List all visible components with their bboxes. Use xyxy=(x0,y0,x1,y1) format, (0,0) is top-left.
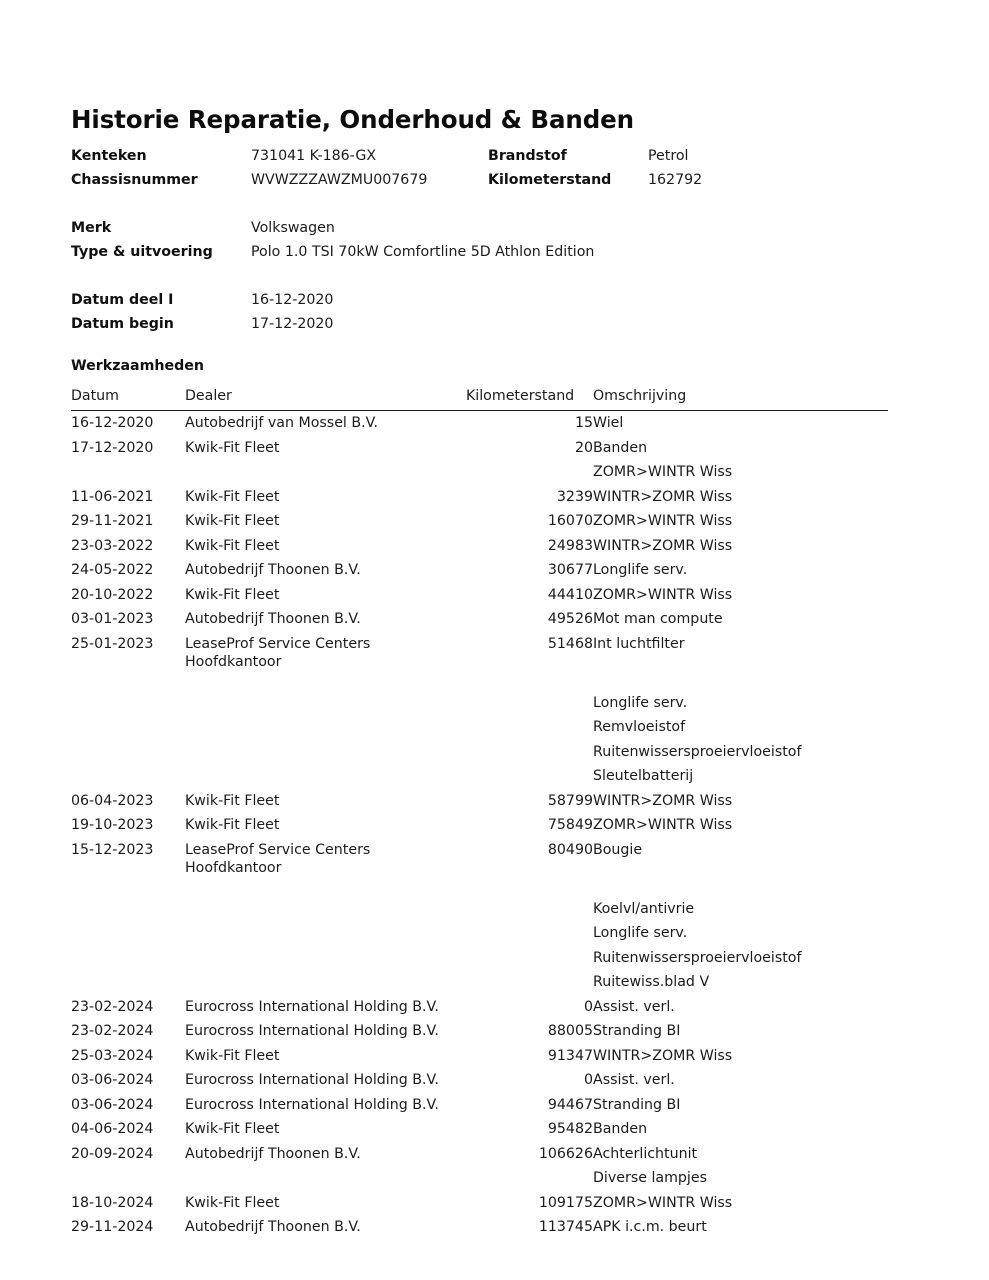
type-uitvoering-row xyxy=(71,244,918,268)
cell-kilometerstand: 0 xyxy=(583,1072,593,1088)
cell-kilometerstand-empty xyxy=(466,740,593,765)
cell-dealer: Kwik-Fit Fleet xyxy=(185,537,280,554)
cell-datum-empty xyxy=(71,1166,185,1191)
cell-kilometerstand-empty xyxy=(466,921,593,946)
table-row xyxy=(71,1019,888,1044)
table-row xyxy=(71,1191,888,1216)
cell-kilometerstand: 24983 xyxy=(547,537,593,554)
kilometerstand-row xyxy=(488,172,918,196)
cell-datum: 06-04-2023 xyxy=(71,792,154,809)
cell-kilometerstand-empty xyxy=(466,970,593,995)
cell-datum: 29-11-2024 xyxy=(71,1219,154,1235)
vehicle-id-left-column xyxy=(71,148,488,196)
cell-dealer: Autobedrijf Thoonen B.V. xyxy=(185,562,361,578)
cell-datum-empty xyxy=(71,970,185,995)
cell-dealer: LeaseProf Service Centers Hoofdkantoor xyxy=(185,841,371,876)
table-row xyxy=(71,1117,888,1142)
column-header-dealer: Dealer xyxy=(185,388,232,404)
merk-value: Volkswagen xyxy=(251,220,335,236)
cell-dealer: Autobedrijf van Mossel B.V. xyxy=(185,415,379,431)
table-row xyxy=(71,485,888,510)
cell-datum-empty xyxy=(71,897,185,922)
vehicle-model-block xyxy=(71,220,918,268)
cell-kilometerstand-empty xyxy=(466,1166,593,1191)
cell-omschrijving-extra: Ruitenwissersproeiervloeistof xyxy=(593,743,802,760)
table-row xyxy=(71,1142,888,1167)
table-row xyxy=(71,813,888,838)
cell-omschrijving: Longlife serv. xyxy=(593,562,688,578)
cell-kilometerstand: 49526 xyxy=(547,611,593,627)
table-row-extra-description xyxy=(71,970,888,995)
cell-dealer: LeaseProf Service Centers Hoofdkantoor xyxy=(185,635,371,670)
table-row xyxy=(71,411,888,436)
cell-datum: 20-10-2022 xyxy=(71,586,154,603)
table-row-extra-description xyxy=(71,764,888,789)
cell-omschrijving-extra: Sleutelbatterij xyxy=(593,768,694,784)
column-header-datum: Datum xyxy=(71,388,119,404)
cell-dealer-empty xyxy=(185,897,466,922)
kilometerstand-label: Kilometerstand xyxy=(488,172,612,188)
cell-omschrijving-extra: Longlife serv. xyxy=(593,694,688,711)
cell-dealer: Kwik-Fit Fleet xyxy=(185,792,280,809)
cell-dealer: Kwik-Fit Fleet xyxy=(185,488,280,505)
table-row-extra-description xyxy=(71,691,888,716)
kenteken-row xyxy=(71,148,488,172)
cell-omschrijving-extra: Longlife serv. xyxy=(593,925,688,941)
cell-datum: 11-06-2021 xyxy=(71,488,154,505)
cell-datum-empty xyxy=(71,740,185,765)
cell-dealer: Autobedrijf Thoonen B.V. xyxy=(185,611,361,627)
cell-datum: 04-06-2024 xyxy=(71,1121,154,1137)
cell-omschrijving: Banden xyxy=(593,439,648,456)
cell-dealer: Kwik-Fit Fleet xyxy=(185,1047,280,1064)
table-row xyxy=(71,607,888,632)
cell-kilometerstand: 16070 xyxy=(547,513,593,529)
cell-dealer: Eurocross International Holding B.V. xyxy=(185,1096,439,1113)
column-header-kilometerstand: Kilometerstand xyxy=(466,388,575,404)
datum-deel-i-value: 16-12-2020 xyxy=(251,292,334,308)
cell-omschrijving: Assist. verl. xyxy=(593,1072,675,1088)
vehicle-identification-block xyxy=(71,148,918,196)
cell-kilometerstand: 51468 xyxy=(547,635,593,652)
type-uitvoering-value: Polo 1.0 TSI 70kW Comfortline 5D Athlon Edition xyxy=(251,244,595,260)
cell-dealer-empty xyxy=(185,921,466,946)
cell-datum: 17-12-2020 xyxy=(71,439,154,456)
table-row xyxy=(71,1068,888,1093)
cell-dealer: Eurocross International Holding B.V. xyxy=(185,1023,439,1039)
cell-datum: 23-03-2022 xyxy=(71,537,154,554)
cell-dealer: Kwik-Fit Fleet xyxy=(185,439,280,456)
brandstof-label: Brandstof xyxy=(488,148,567,164)
cell-omschrijving: WINTR>ZOMR Wiss xyxy=(593,792,733,809)
cell-omschrijving: Stranding BI xyxy=(593,1096,681,1113)
cell-omschrijving: Wiel xyxy=(593,415,624,431)
cell-kilometerstand: 58799 xyxy=(547,792,593,809)
table-spacer-row xyxy=(71,881,888,897)
cell-datum: 18-10-2024 xyxy=(71,1194,154,1211)
cell-dealer: Eurocross International Holding B.V. xyxy=(185,1072,439,1088)
cell-datum: 24-05-2022 xyxy=(71,562,154,578)
cell-dealer-empty xyxy=(185,715,466,740)
cell-datum: 29-11-2021 xyxy=(71,513,154,529)
table-row-extra-description xyxy=(71,460,888,485)
table-row xyxy=(71,1093,888,1118)
chassisnummer-row xyxy=(71,172,488,196)
cell-kilometerstand-empty xyxy=(466,897,593,922)
datum-deel-i-label: Datum deel I xyxy=(71,292,174,308)
cell-datum-empty xyxy=(71,764,185,789)
cell-dealer: Autobedrijf Thoonen B.V. xyxy=(185,1219,361,1235)
werkzaamheden-heading: Werkzaamheden xyxy=(71,358,204,374)
cell-kilometerstand-empty xyxy=(466,691,593,716)
table-row xyxy=(71,509,888,534)
cell-omschrijving: WINTR>ZOMR Wiss xyxy=(593,537,733,554)
table-row-extra-description xyxy=(71,921,888,946)
cell-kilometerstand: 20 xyxy=(574,439,593,456)
brandstof-row xyxy=(488,148,918,172)
cell-datum-empty xyxy=(71,460,185,485)
cell-omschrijving: Stranding BI xyxy=(593,1023,681,1039)
kenteken-label: Kenteken xyxy=(71,148,147,164)
merk-row xyxy=(71,220,918,244)
cell-dealer: Kwik-Fit Fleet xyxy=(185,586,280,603)
cell-omschrijving: Assist. verl. xyxy=(593,998,675,1015)
chassisnummer-label: Chassisnummer xyxy=(71,172,198,188)
cell-omschrijving-extra: ZOMR>WINTR Wiss xyxy=(593,464,733,480)
cell-kilometerstand-empty xyxy=(466,764,593,789)
cell-datum: 23-02-2024 xyxy=(71,1023,154,1039)
kilometerstand-value: 162792 xyxy=(648,172,703,188)
cell-omschrijving: ZOMR>WINTR Wiss xyxy=(593,513,733,529)
cell-omschrijving: Banden xyxy=(593,1121,648,1137)
datum-begin-label: Datum begin xyxy=(71,316,174,332)
cell-omschrijving-extra: Remvloeistof xyxy=(593,719,686,735)
cell-kilometerstand: 109175 xyxy=(538,1194,593,1211)
table-spacer-row xyxy=(71,675,888,691)
cell-dealer-empty xyxy=(185,970,466,995)
table-row-extra-description xyxy=(71,715,888,740)
cell-dealer-empty xyxy=(185,946,466,971)
cell-omschrijving: ZOMR>WINTR Wiss xyxy=(593,817,733,833)
cell-kilometerstand: 30677 xyxy=(547,562,593,578)
cell-datum: 16-12-2020 xyxy=(71,415,154,431)
cell-kilometerstand: 0 xyxy=(583,998,593,1015)
table-row-extra-description xyxy=(71,1166,888,1191)
table-row xyxy=(71,534,888,559)
cell-kilometerstand: 88005 xyxy=(547,1023,593,1039)
cell-omschrijving: WINTR>ZOMR Wiss xyxy=(593,1047,733,1064)
page-title: Historie Reparatie, Onderhoud & Banden xyxy=(71,105,635,135)
cell-datum: 15-12-2023 xyxy=(71,841,154,858)
cell-datum: 19-10-2023 xyxy=(71,817,154,833)
table-row xyxy=(71,1215,888,1240)
cell-dealer: Eurocross International Holding B.V. xyxy=(185,998,439,1015)
cell-omschrijving: Bougie xyxy=(593,841,643,858)
table-row xyxy=(71,436,888,461)
cell-kilometerstand: 44410 xyxy=(547,586,593,603)
cell-datum: 20-09-2024 xyxy=(71,1145,154,1162)
chassisnummer-value: WVWZZZAWZMU007679 xyxy=(251,172,428,188)
cell-dealer: Autobedrijf Thoonen B.V. xyxy=(185,1145,361,1162)
table-body xyxy=(71,411,888,1240)
cell-omschrijving: ZOMR>WINTR Wiss xyxy=(593,1194,733,1211)
table-header xyxy=(71,387,888,411)
table-header-row xyxy=(71,387,888,411)
cell-datum-empty xyxy=(71,921,185,946)
cell-kilometerstand: 95482 xyxy=(547,1121,593,1137)
cell-dealer-empty xyxy=(185,740,466,765)
cell-datum: 25-01-2023 xyxy=(71,635,154,652)
cell-dealer: Kwik-Fit Fleet xyxy=(185,1194,280,1211)
werkzaamheden-table-wrapper xyxy=(71,387,888,1240)
cell-kilometerstand: 75849 xyxy=(547,817,593,833)
cell-kilometerstand: 113745 xyxy=(538,1219,593,1235)
cell-kilometerstand: 80490 xyxy=(547,841,593,858)
column-header-omschrijving: Omschrijving xyxy=(593,388,687,404)
datum-deel-i-row xyxy=(71,292,918,316)
cell-omschrijving: ZOMR>WINTR Wiss xyxy=(593,586,733,603)
cell-omschrijving: WINTR>ZOMR Wiss xyxy=(593,488,733,505)
table-row xyxy=(71,838,888,881)
werkzaamheden-table xyxy=(71,387,888,1240)
cell-dealer-empty xyxy=(185,460,466,485)
table-spacer-cell xyxy=(71,675,888,691)
cell-datum: 03-06-2024 xyxy=(71,1072,154,1088)
cell-kilometerstand-empty xyxy=(466,460,593,485)
cell-dealer: Kwik-Fit Fleet xyxy=(185,817,280,833)
brandstof-value: Petrol xyxy=(648,148,689,164)
merk-label: Merk xyxy=(71,220,112,236)
cell-omschrijving: Int luchtfilter xyxy=(593,635,685,652)
cell-kilometerstand: 94467 xyxy=(547,1096,593,1113)
cell-datum: 23-02-2024 xyxy=(71,998,154,1015)
cell-datum: 03-06-2024 xyxy=(71,1096,154,1113)
cell-kilometerstand-empty xyxy=(466,715,593,740)
cell-omschrijving: APK i.c.m. beurt xyxy=(593,1219,707,1235)
cell-kilometerstand: 91347 xyxy=(547,1047,593,1064)
cell-datum-empty xyxy=(71,715,185,740)
cell-kilometerstand: 106626 xyxy=(538,1145,593,1162)
datum-begin-row xyxy=(71,316,918,340)
table-row xyxy=(71,995,888,1020)
kenteken-value: 731041 K-186-GX xyxy=(251,148,377,164)
table-row xyxy=(71,1044,888,1069)
table-row-extra-description xyxy=(71,740,888,765)
table-row xyxy=(71,789,888,814)
cell-omschrijving-extra: Koelvl/antivrie xyxy=(593,900,695,917)
cell-omschrijving-extra: Diverse lampjes xyxy=(593,1170,707,1186)
table-spacer-cell xyxy=(71,881,888,897)
cell-dealer-empty xyxy=(185,691,466,716)
cell-datum: 25-03-2024 xyxy=(71,1047,154,1064)
cell-datum-empty xyxy=(71,691,185,716)
cell-dealer: Kwik-Fit Fleet xyxy=(185,1121,280,1137)
type-uitvoering-label: Type & uitvoering xyxy=(71,244,213,260)
cell-omschrijving-extra: Ruitewiss.blad V xyxy=(593,974,710,990)
cell-kilometerstand: 3239 xyxy=(556,488,593,505)
cell-omschrijving: Mot man compute xyxy=(593,611,723,627)
cell-dealer-empty xyxy=(185,764,466,789)
table-row xyxy=(71,558,888,583)
table-row-extra-description xyxy=(71,897,888,922)
vehicle-dates-block xyxy=(71,292,918,340)
cell-omschrijving: Achterlichtunit xyxy=(593,1145,698,1162)
cell-omschrijving-extra: Ruitenwissersproeiervloeistof xyxy=(593,949,802,966)
cell-dealer-empty xyxy=(185,1166,466,1191)
vehicle-id-right-column xyxy=(488,148,918,196)
table-row xyxy=(71,583,888,608)
table-row xyxy=(71,632,888,675)
cell-datum: 03-01-2023 xyxy=(71,611,154,627)
cell-dealer: Kwik-Fit Fleet xyxy=(185,513,280,529)
datum-begin-value: 17-12-2020 xyxy=(251,316,334,332)
table-row-extra-description xyxy=(71,946,888,971)
cell-datum-empty xyxy=(71,946,185,971)
cell-kilometerstand: 15 xyxy=(574,415,593,431)
cell-kilometerstand-empty xyxy=(466,946,593,971)
